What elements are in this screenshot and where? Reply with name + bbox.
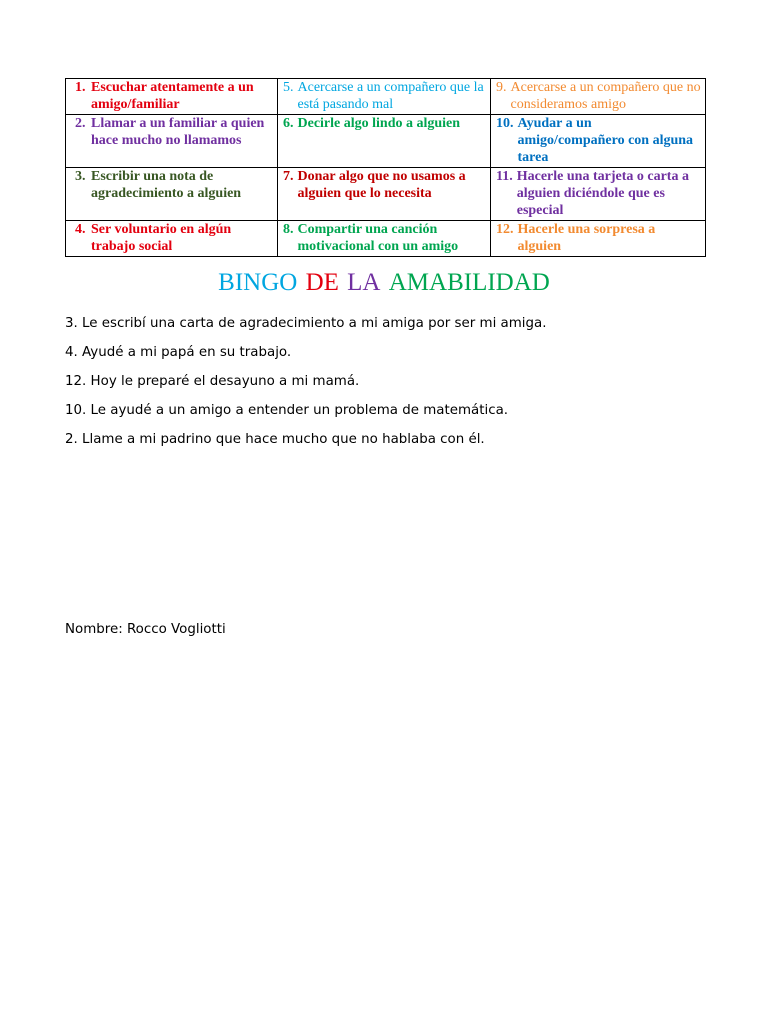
bingo-item-text: Ayudar a un amigo/compañero con alguna tarea (517, 116, 694, 165)
bingo-item-number: 2. (75, 116, 86, 131)
bingo-item-number: 10. (496, 116, 514, 131)
bingo-table-body (66, 79, 706, 257)
bingo-cell (66, 221, 278, 257)
title-word-bingo: BINGO (218, 269, 298, 296)
bingo-row (66, 221, 706, 257)
bingo-cell (491, 79, 706, 115)
bingo-item-number: 12. (496, 222, 514, 237)
bingo-item-number: 8. (283, 222, 294, 237)
bingo-item (496, 168, 701, 219)
bingo-item (283, 115, 486, 132)
bingo-item-number: 1. (75, 80, 86, 95)
bingo-item (496, 115, 701, 166)
bingo-item (496, 79, 701, 113)
entry-line: 12. Hoy le preparé el desayuno a mi mamá. (65, 374, 360, 389)
kindness-entries (65, 309, 546, 454)
entry-line: 4. Ayudé a mi papá en su trabajo. (65, 345, 292, 360)
title-word-la: LA (347, 269, 381, 296)
bingo-cell (491, 221, 706, 257)
bingo-cell (278, 168, 491, 221)
bingo-row (66, 115, 706, 168)
bingo-cell (278, 221, 491, 257)
bingo-item-number: 9. (496, 80, 507, 95)
bingo-cell (66, 168, 278, 221)
bingo-cell (278, 79, 491, 115)
student-name: Nombre: Rocco Vogliotti (65, 622, 226, 637)
bingo-row (66, 168, 706, 221)
bingo-cell (491, 115, 706, 168)
bingo-item (283, 221, 486, 255)
bingo-item (496, 221, 701, 255)
bingo-item (71, 79, 273, 113)
bingo-item (283, 168, 486, 202)
bingo-cell (491, 168, 706, 221)
bingo-cell (66, 115, 278, 168)
bingo-item-text: Decirle algo lindo a alguien (297, 116, 461, 131)
bingo-item-text: Escuchar atentamente a un amigo/familiar (91, 80, 254, 112)
entry-line: 3. Le escribí una carta de agradecimiento a mi amiga por ser mi amiga. (65, 316, 547, 331)
bingo-item-text: Donar algo que no usamos a alguien que lo necesita (297, 169, 466, 201)
bingo-item (71, 168, 273, 202)
bingo-item-text: Escribir una nota de agradecimiento a alguien (91, 169, 242, 201)
bingo-item-number: 6. (283, 116, 294, 131)
bingo-item-number: 5. (283, 80, 294, 95)
bingo-cell (278, 115, 491, 168)
bingo-item-text: Hacerle una sorpresa a alguien (517, 222, 656, 254)
bingo-item-number: 7. (283, 169, 294, 184)
bingo-item-number: 3. (75, 169, 86, 184)
page-title (0, 268, 768, 298)
bingo-item-number: 11. (496, 169, 513, 184)
bingo-item (71, 221, 273, 255)
bingo-item-text: Acercarse a un compañero que no consideramos amigo (510, 80, 701, 112)
bingo-item-text: Ser voluntario en algún trabajo social (91, 222, 232, 254)
bingo-row (66, 79, 706, 115)
bingo-item-text: Hacerle una tarjeta o carta a alguien diciéndole que es especial (516, 169, 689, 218)
bingo-cell (66, 79, 278, 115)
entry-line: 10. Le ayudé a un amigo a entender un problema de matemática. (65, 403, 509, 418)
title-word-amabilidad: AMABILIDAD (388, 269, 550, 296)
bingo-item (283, 79, 486, 113)
bingo-item-text: Llamar a un familiar a quien hace mucho no llamamos (91, 116, 265, 148)
bingo-item-number: 4. (75, 222, 86, 237)
entry-line: 2. Llame a mi padrino que hace mucho que no hablaba con él. (65, 432, 485, 447)
title-word-de: DE (305, 269, 339, 296)
bingo-table (65, 78, 706, 257)
bingo-item (71, 115, 273, 149)
bingo-item-text: Compartir una canción motivacional con un amigo (297, 222, 459, 254)
bingo-item-text: Acercarse a un compañero que la está pasando mal (297, 80, 484, 112)
